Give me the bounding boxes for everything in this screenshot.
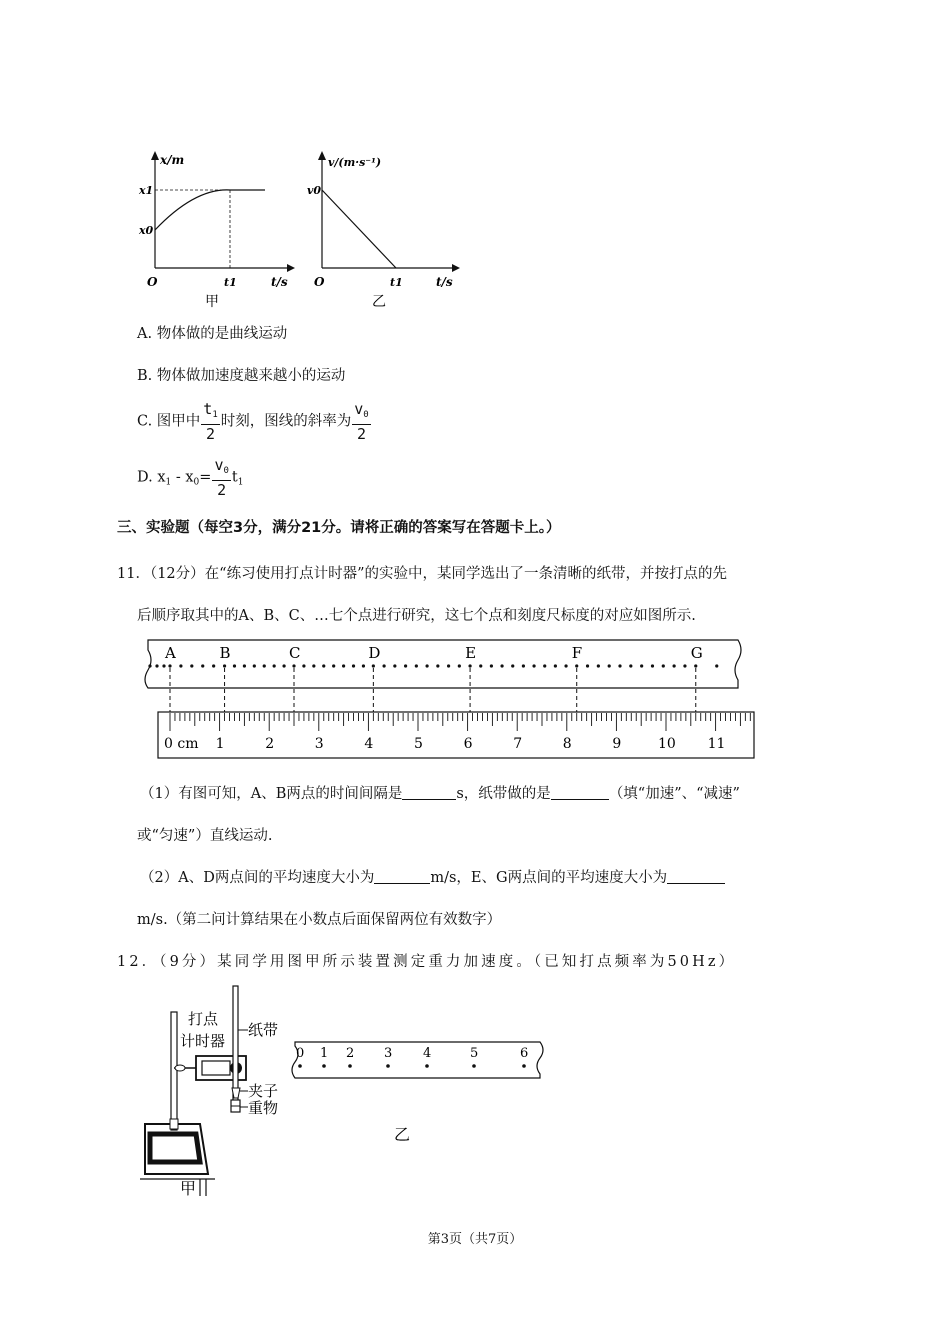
tape-dot xyxy=(282,664,285,667)
tape-yi-label: 2 xyxy=(346,1046,355,1061)
tape-yi-dot xyxy=(425,1064,429,1068)
option-c-prefix: C. 图甲中 xyxy=(137,413,201,430)
tape-dot xyxy=(490,664,493,667)
tape-yi-label: 4 xyxy=(423,1046,432,1061)
tape-dot xyxy=(190,664,193,667)
y-tick-x0: x0 xyxy=(139,224,154,237)
tape-dot xyxy=(554,664,557,667)
tape-dot xyxy=(253,664,256,667)
tape-dot xyxy=(168,664,171,667)
tape-dot xyxy=(597,664,600,667)
q11-sub1: （1）有图可知，A、B两点的时间间隔是 s，纸带做的是 （填“加速”、“减速” xyxy=(140,786,740,802)
tape-dot xyxy=(223,664,226,667)
tape-dot xyxy=(292,664,295,667)
tape-dot xyxy=(715,664,718,667)
origin-label: O xyxy=(147,275,158,289)
tape-dot xyxy=(393,664,396,667)
origin-label: O xyxy=(314,275,325,289)
option-a: A. 物体做的是曲线运动 xyxy=(137,326,288,342)
tape-dot xyxy=(148,664,151,667)
tape-point-label: G xyxy=(690,644,703,662)
ruler-label: 1 xyxy=(215,736,225,752)
label-tape: 纸带 xyxy=(248,1021,279,1039)
fraction-t1-over-2: $\frac{t_1}{2}$ xyxy=(203,400,218,443)
caption-jia: 甲 xyxy=(205,294,219,308)
x-tick-t1: t1 xyxy=(390,276,403,289)
tape-dot xyxy=(522,664,525,667)
tape-yi-dot xyxy=(386,1064,390,1068)
tape-yi-label: 3 xyxy=(384,1046,393,1061)
tape-dot xyxy=(155,664,158,667)
tape-dot xyxy=(312,664,315,667)
x-tick-t1: t1 xyxy=(224,276,237,289)
tape-dot xyxy=(425,664,428,667)
label-clip: 夹子 xyxy=(248,1082,279,1100)
blank-ad-velocity[interactable] xyxy=(374,869,430,884)
option-b: B. 物体做加速度越来越小的运动 xyxy=(137,368,346,384)
tape-dot xyxy=(618,664,621,667)
tape-yi-label: 5 xyxy=(470,1046,479,1061)
page-footer: 第3页（共7页） xyxy=(427,1232,523,1247)
y-tick-v0: v0 xyxy=(307,184,322,197)
tape-dot xyxy=(575,664,578,667)
tape-yi-label: 0 xyxy=(296,1046,305,1061)
tape-and-ruler-figure xyxy=(138,636,758,764)
tape-dot xyxy=(662,664,665,667)
ruler-label: 9 xyxy=(612,736,622,752)
tape-dot xyxy=(436,664,439,667)
tape-dot xyxy=(201,664,204,667)
ruler-label: 10 xyxy=(658,736,676,752)
tape-dot xyxy=(352,664,355,667)
tape-dot xyxy=(372,664,375,667)
tape-yi-label: 6 xyxy=(520,1046,529,1061)
tape-yi-dot xyxy=(522,1064,526,1068)
apparatus-figure xyxy=(140,984,560,1204)
vertical-paper-tape xyxy=(233,986,238,1104)
tape-dot xyxy=(511,664,514,667)
q11-line2: 后顺序取其中的A、B、C、…七个点进行研究，这七个点和刻度尺标度的对应如图所示. xyxy=(137,608,696,624)
tape-dot xyxy=(342,664,345,667)
ruler-label: 0 cm xyxy=(164,736,199,752)
section-3-title: 三、实验题（每空3分，满分21分。请将正确的答案写在答题卡上。） xyxy=(117,520,561,536)
tape-dot xyxy=(263,664,266,667)
tape-dot xyxy=(447,664,450,667)
tape-yi-label: 1 xyxy=(320,1046,329,1061)
tape-dot xyxy=(479,664,482,667)
tape-dot xyxy=(302,664,305,667)
ruler-label: 8 xyxy=(562,736,572,752)
tape-yi-dot xyxy=(472,1064,476,1068)
ruler-label: 2 xyxy=(265,736,275,752)
tape-dot xyxy=(629,664,632,667)
tape-dot xyxy=(179,664,182,667)
q11-sub2-cont: m/s.（第二问计算结果在小数点后面保留两位有效数字） xyxy=(137,912,502,928)
tape-dot xyxy=(404,664,407,667)
tape-dot xyxy=(500,664,503,667)
tape-yi xyxy=(292,1042,543,1078)
tape-dot xyxy=(212,664,215,667)
tape-yi-dot xyxy=(322,1064,326,1068)
tape-dot xyxy=(468,664,471,667)
y-tick-x1: x1 xyxy=(139,184,154,197)
v-t-line xyxy=(322,190,396,268)
tape-dot xyxy=(233,664,236,667)
q12-line1: 12．（9分）某同学用图甲所示装置测定重力加速度。（已知打点频率为50Hz） xyxy=(117,954,737,970)
tape-dot xyxy=(608,664,611,667)
tape-dot xyxy=(640,664,643,667)
ruler-label: 11 xyxy=(707,736,726,752)
tape-point-label: F xyxy=(571,644,583,662)
tape-dot xyxy=(243,664,246,667)
caption-apparatus-jia: 甲 xyxy=(180,1179,197,1198)
tape-dot xyxy=(694,664,697,667)
tape-dot xyxy=(415,664,418,667)
ruler-label: 3 xyxy=(314,736,324,752)
tape-dot xyxy=(683,664,686,667)
blank-time-interval[interactable] xyxy=(402,785,456,800)
option-c-middle: 时刻，图线的斜率为 xyxy=(220,413,352,430)
tape-dot xyxy=(532,664,535,667)
tape-dot xyxy=(586,664,589,667)
label-timer-line2: 计时器 xyxy=(180,1032,226,1050)
fraction-v0-over-2-d: $\frac{v_0}{2}$ xyxy=(214,456,229,499)
tape-yi-dot xyxy=(298,1064,302,1068)
tape-dot xyxy=(564,664,567,667)
x-t-curve xyxy=(155,190,265,230)
ruler-label: 7 xyxy=(513,736,523,752)
tape-dot xyxy=(383,664,386,667)
tape-yi-dot xyxy=(348,1064,352,1068)
graph-jia xyxy=(135,148,300,308)
blank-eg-velocity[interactable] xyxy=(667,869,725,884)
x-axis-label: t/s xyxy=(271,275,288,289)
tape-dot xyxy=(162,664,165,667)
tape-point-label: A xyxy=(165,644,176,662)
graph-yi xyxy=(304,148,469,308)
ruler-label: 5 xyxy=(414,736,423,752)
q11-line1: 11．（12分）在“练习使用打点计时器”的实验中，某同学选出了一条清晰的纸带，并按打点的先 xyxy=(117,566,727,582)
q11-sub1-cont: 或“匀速”）直线运动. xyxy=(137,828,273,844)
ruler-label: 4 xyxy=(364,736,374,752)
tape-point-label: D xyxy=(368,644,381,662)
option-d: D. $x_1 - x_0=$ $\frac{v_0}{2}$ $t_1$ xyxy=(137,456,244,499)
tape-dot xyxy=(273,664,276,667)
tape-dot xyxy=(543,664,546,667)
stand-rod xyxy=(171,1012,177,1130)
label-weight: 重物 xyxy=(248,1099,279,1117)
paper-tape xyxy=(145,640,741,688)
caption-tape-yi: 乙 xyxy=(394,1125,411,1144)
tape-point-label: E xyxy=(465,644,477,662)
tape-dot xyxy=(362,664,365,667)
tape-point-label: B xyxy=(219,644,231,662)
caption-yi: 乙 xyxy=(372,294,386,308)
y-axis-label: x/m xyxy=(160,153,185,167)
blank-motion-type[interactable] xyxy=(551,785,609,800)
q11-sub2: （2）A、D两点间的平均速度大小为 m/s，E、G两点间的平均速度大小为 xyxy=(140,866,725,887)
tape-dot xyxy=(322,664,325,667)
y-axis-label: v/(m·s⁻¹) xyxy=(328,156,382,169)
ruler-label: 6 xyxy=(463,736,473,752)
tape-dot xyxy=(651,664,654,667)
tape-dot xyxy=(332,664,335,667)
option-c xyxy=(137,400,372,443)
x-axis-label: t/s xyxy=(436,275,453,289)
tape-point-label: C xyxy=(289,644,301,662)
fraction-v0-over-2: $\frac{v_0}{2}$ xyxy=(354,400,369,443)
tape-dot xyxy=(673,664,676,667)
label-timer-line1: 打点 xyxy=(188,1010,219,1028)
tape-dot xyxy=(458,664,461,667)
